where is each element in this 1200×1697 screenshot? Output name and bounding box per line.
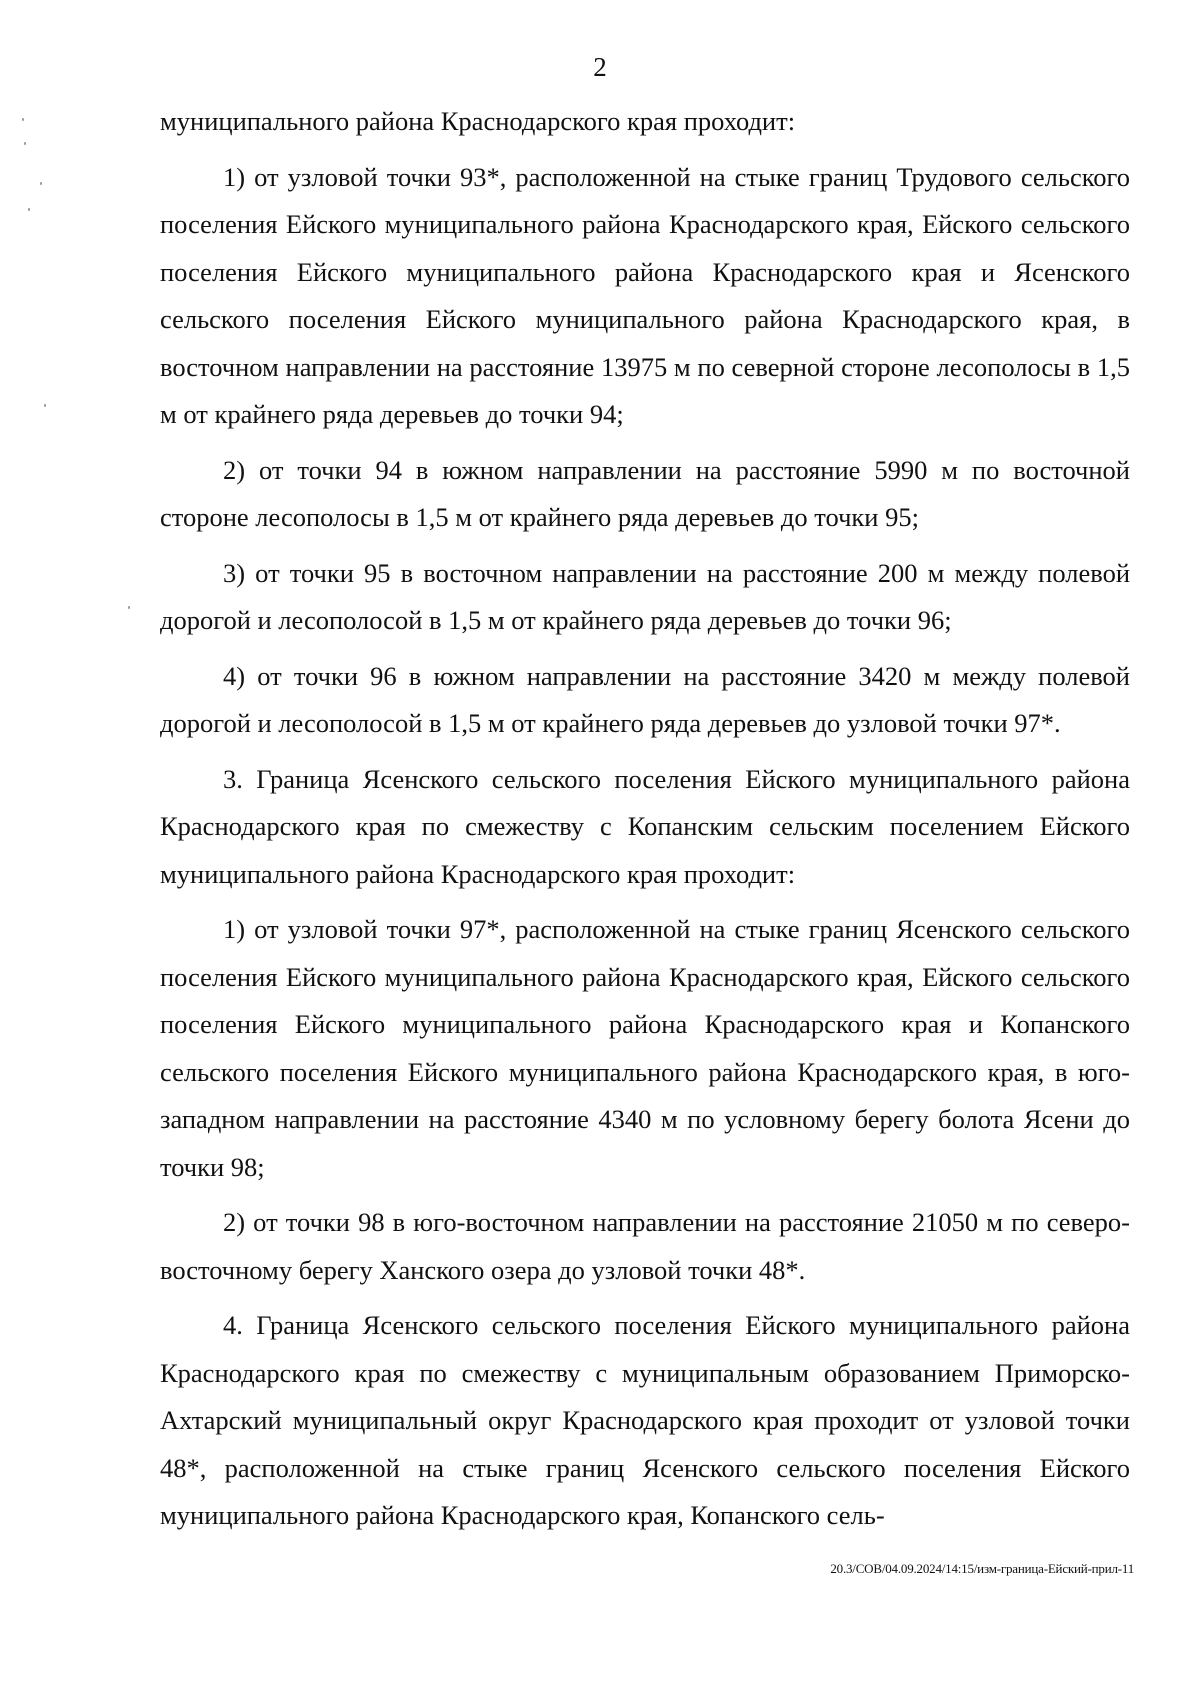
- paragraph-item-1-point-93: 1) от узловой точки 93*, расположенной на стыке границ Трудового сельского поселения Ейского муниципального района Краснодарского края, Ейского сельского поселения Ейского муниципального района Краснодарского края и Ясенского сельского поселения Ейского муниципального района Краснодарского края, в восточном направлении на расстояние 13975 м по северной стороне лесополосы в 1,5 м от крайнего ряда деревьев до точки 94;: [160, 161, 1130, 429]
- paragraph-section-4: 4. Граница Ясенского сельского поселения Ейского муниципального района Краснодарского края по смежеству с муниципальным образованием Приморско-Ахтарский муниципальный округ Краснодарского края проходит от узловой точки 48*, расположенной на стыке границ Ясенского сельского поселения Ейского муниципального района Краснодарского края, Копанского сель-: [160, 1310, 1130, 1530]
- page-number: 2: [593, 52, 607, 82]
- paragraph-continuation: муниципального района Краснодарского края проходит:: [160, 106, 796, 136]
- footer-document-code: 20.3/СОВ/04.09.2024/14:15/изм-граница-Ейский-прил-11: [830, 1561, 1134, 1576]
- paragraph-item-2-point-98: 2) от точки 98 в юго-восточном направлении на расстояние 21050 м по северо-восточному берегу Ханского озера до узловой точки 48*.: [160, 1207, 1130, 1285]
- scan-artifact: [24, 142, 26, 145]
- scan-artifact: [44, 404, 46, 407]
- paragraph-item-3-point-95: 3) от точки 95 в восточном направлении на расстояние 200 м между полевой дорогой и лесополосой в 1,5 м от крайнего ряда деревьев до точки 96;: [160, 557, 1130, 635]
- document-body: [160, 98, 1130, 1548]
- scan-artifact: [40, 182, 42, 185]
- paragraph-section-3: 3. Граница Ясенского сельского поселения Ейского муниципального района Краснодарского края по смежеству с Копанским сельским поселением Ейского муниципального района Краснодарского края проходит:: [160, 763, 1130, 889]
- scan-artifact: [22, 118, 24, 121]
- paragraph-item-1-point-97: 1) от узловой точки 97*, расположенной на стыке границ Ясенского сельского поселения Ейского муниципального района Краснодарского края, Ейского сельского поселения Ейского муниципального района Краснодарского края и Копанского сельского поселения Ейского муниципального района Краснодарского края, в юго-западном направлении на расстояние 4340 м по условному берегу болота Ясени до точки 98;: [160, 914, 1130, 1182]
- scan-artifact: [128, 606, 130, 609]
- paragraph-item-4-point-96: 4) от точки 96 в южном направлении на расстояние 3420 м между полевой дорогой и лесополосой в 1,5 м от крайнего ряда деревьев до узловой точки 97*.: [160, 660, 1130, 738]
- scan-artifact: [28, 208, 30, 211]
- paragraph-item-2-point-94: 2) от точки 94 в южном направлении на расстояние 5990 м по восточной стороне лесополосы в 1,5 м от крайнего ряда деревьев до точки 95;: [160, 454, 1130, 532]
